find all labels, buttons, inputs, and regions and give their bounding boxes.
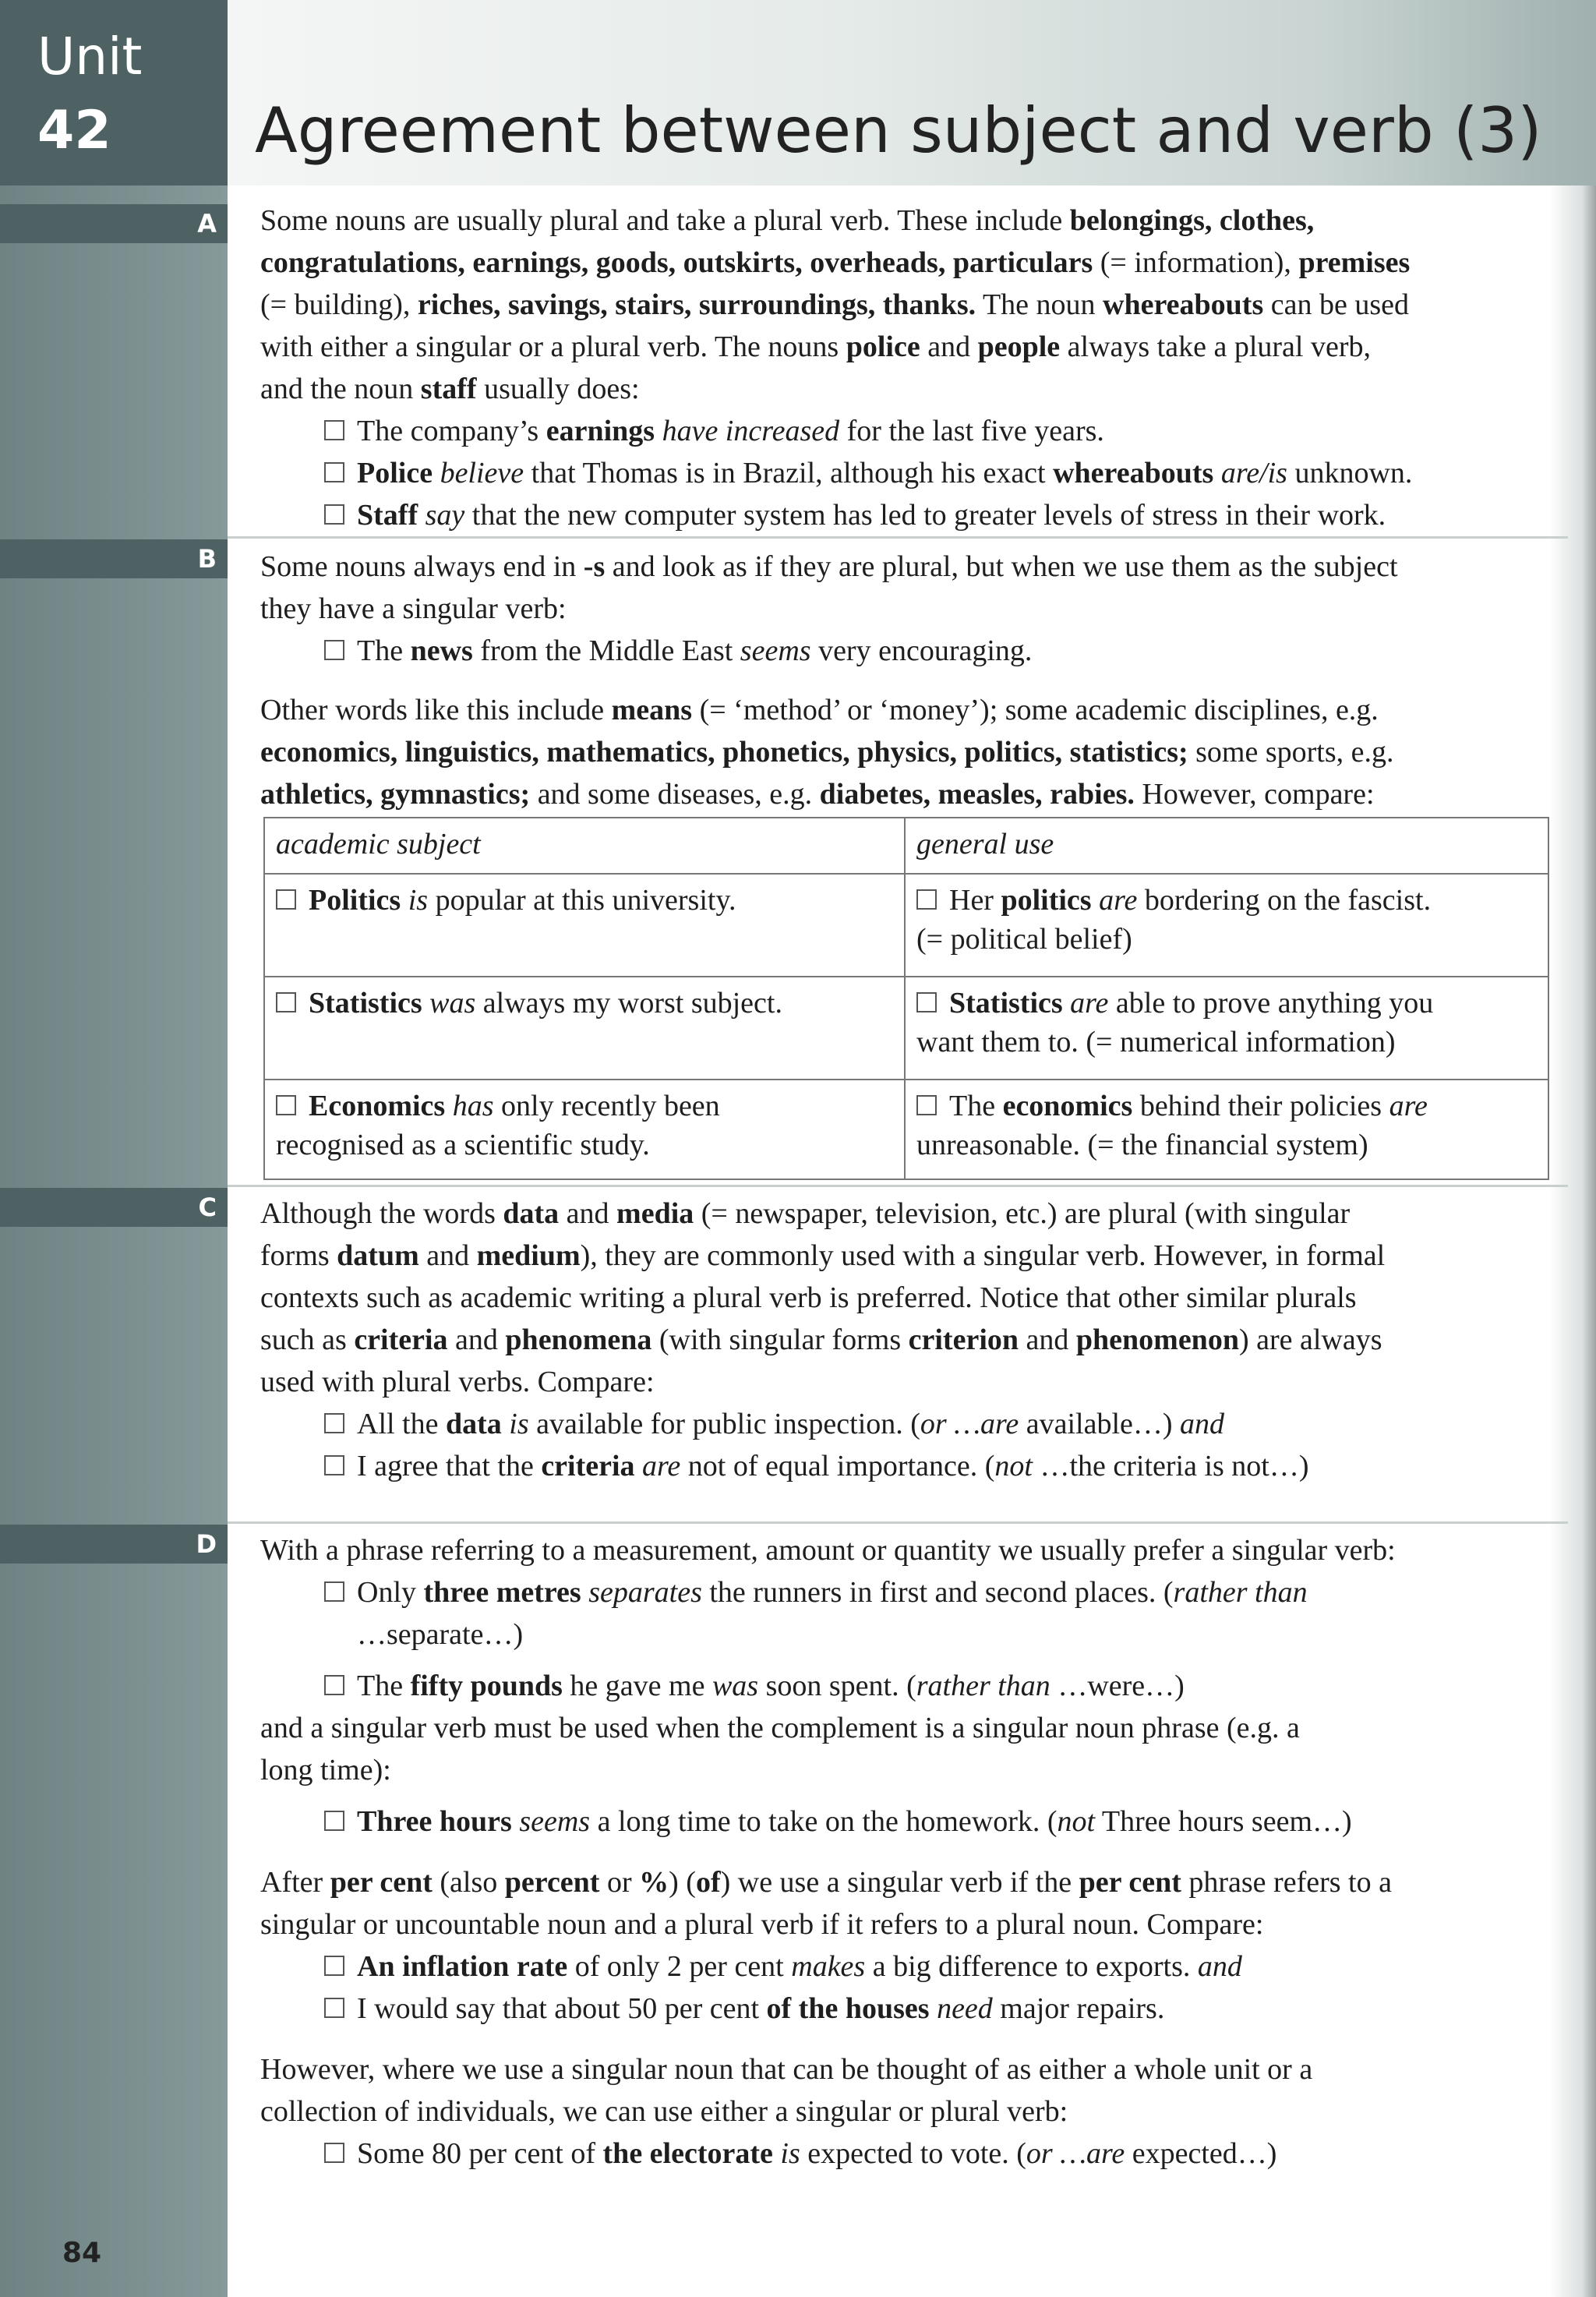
text-line: forms datum and medium), they are commonly used with a singular verb. However, in formal [260,1239,1386,1272]
table-header-row [264,818,1548,874]
section-letter: D [196,1529,217,1559]
checkbox-icon [276,1095,296,1115]
checkbox-icon [324,1811,344,1831]
table-cell: The economics behind their policies are unreasonable. (= the financial system) [905,1080,1548,1179]
text-line: economics, linguistics, mathematics, phonetics, physics, politics, statistics; some sports, e.g. [260,736,1394,769]
section-tab-b [0,539,228,578]
section-b [260,546,1538,815]
checkbox-icon [324,1956,344,1976]
page-title: Agreement between subject and verb (3) [255,94,1542,167]
unit-number: 42 [37,100,111,161]
section-divider [228,536,1568,539]
section-letter: A [197,209,217,239]
example-line: Three hours seems a long time to take on the homework. (not Three hours seem…) [260,1800,1538,1843]
table-row [264,977,1548,1080]
section-letter: C [198,1193,217,1222]
table-cell: Statistics was always my worst subject. [264,977,905,1080]
checkbox-icon [324,1455,344,1475]
section-a [260,200,1538,536]
checkbox-icon [916,992,937,1012]
text-line: Other words like this include means (= ‘method’ or ‘money’); some academic disciplines, e.g. [260,694,1379,726]
section-tab-d [0,1525,228,1564]
checkbox-icon [324,1998,344,2018]
text-line: and the noun staff usually does: [260,373,640,405]
table-row [264,874,1548,977]
comparison-table [263,817,1549,1180]
checkbox-icon [324,2143,344,2163]
table-header: academic subject [264,818,905,874]
checkbox-icon [324,504,344,525]
text-line: Some nouns are usually plural and take a plural verb. These include belongings, clothes, [260,204,1315,237]
sidebar [0,0,228,2297]
example-line: The fifty pounds he gave me was soon spent. (rather than …were…) [260,1665,1538,1707]
text-line: such as criteria and phenomena (with singular forms criterion and phenomenon) are always [260,1323,1382,1356]
page-number: 84 [62,2237,102,2269]
table-row [264,1080,1548,1179]
text-line: However, where we use a singular noun that can be thought of as either a whole unit or a [260,2053,1313,2086]
text-line: With a phrase referring to a measurement, amount or quantity we usually prefer a singular verb: [260,1534,1396,1567]
text-line: athletics, gymnastics; and some diseases, e.g. diabetes, measles, rabies. However, compare: [260,778,1375,811]
example-line: I would say that about 50 per cent of the houses need major repairs. [260,1988,1538,2030]
text-line: long time): [260,1754,391,1786]
checkbox-icon [276,889,296,910]
text-line: congratulations, earnings, goods, outskirts, overheads, particulars (= information), premises [260,246,1411,279]
table-header: general use [905,818,1548,874]
section-letter: B [197,544,217,574]
table-cell: Politics is popular at this university. [264,874,905,977]
text-line: and a singular verb must be used when the complement is a singular noun phrase (e.g. a [260,1712,1300,1744]
section-d [260,1529,1538,2175]
checkbox-icon [916,1095,937,1115]
text-line: collection of individuals, we can use either a singular or plural verb: [260,2095,1068,2128]
text-line: contexts such as academic writing a plural verb is preferred. Notice that other similar plurals [260,1281,1357,1314]
checkbox-icon [324,1413,344,1433]
example-line: An inflation rate of only 2 per cent makes a big difference to exports. and [260,1945,1538,1988]
example-line: The news from the Middle East seems very encouraging. [260,630,1538,672]
example-line: Police believe that Thomas is in Brazil, although his exact whereabouts are/is unknown. [260,452,1538,494]
checkbox-icon [324,420,344,440]
example-line: I agree that the criteria are not of equal importance. (not …the criteria is not…) [260,1445,1538,1487]
example-line: Staff say that the new computer system has led to greater levels of stress in their work. [260,494,1538,536]
section-tab-c [0,1188,228,1227]
example-line: Some 80 per cent of the electorate is expected to vote. (or …are expected…) [260,2133,1538,2175]
checkbox-icon [324,462,344,482]
checkbox-icon [324,640,344,660]
text-line: used with plural verbs. Compare: [260,1366,655,1398]
checkbox-icon [916,889,937,910]
unit-label: Unit [37,27,143,87]
example-line: All the data is available for public inspection. (or …are available…) and [260,1403,1538,1445]
checkbox-icon [276,992,296,1012]
example-line-continued: …separate…) [357,1618,524,1651]
text-line: Some nouns always end in -s and look as if they are plural, but when we use them as the subject [260,550,1398,583]
section-c [260,1193,1538,1487]
section-divider [228,1185,1568,1187]
example-line: Only three metres separates the runners in first and second places. (rather than [260,1571,1538,1613]
text-line: Although the words data and media (= newspaper, television, etc.) are plural (with singular [260,1197,1351,1230]
example-line: The company’s earnings have increased for the last five years. [260,410,1538,452]
table-cell: Statistics are able to prove anything you want them to. (= numerical information) [905,977,1548,1080]
text-line: singular or uncountable noun and a plural verb if it refers to a plural noun. Compare: [260,1908,1264,1941]
text-line: with either a singular or a plural verb. The nouns police and people always take a plural verb, [260,330,1371,363]
text-line: After per cent (also percent or %) (of) we use a singular verb if the per cent phrase refers to a [260,1866,1392,1899]
table-cell: Economics has only recently been recognised as a scientific study. [264,1080,905,1179]
checkbox-icon [324,1581,344,1602]
text-line: (= building), riches, savings, stairs, surroundings, thanks. The noun whereabouts can be used [260,288,1409,321]
text-line: they have a singular verb: [260,592,567,625]
section-divider [228,1521,1568,1524]
page-edge-shadow [1549,186,1596,2297]
checkbox-icon [324,1675,344,1695]
unit-header-box [0,0,228,186]
table-cell: Her politics are bordering on the fascist. (= political belief) [905,874,1548,977]
section-tab-a [0,204,228,243]
